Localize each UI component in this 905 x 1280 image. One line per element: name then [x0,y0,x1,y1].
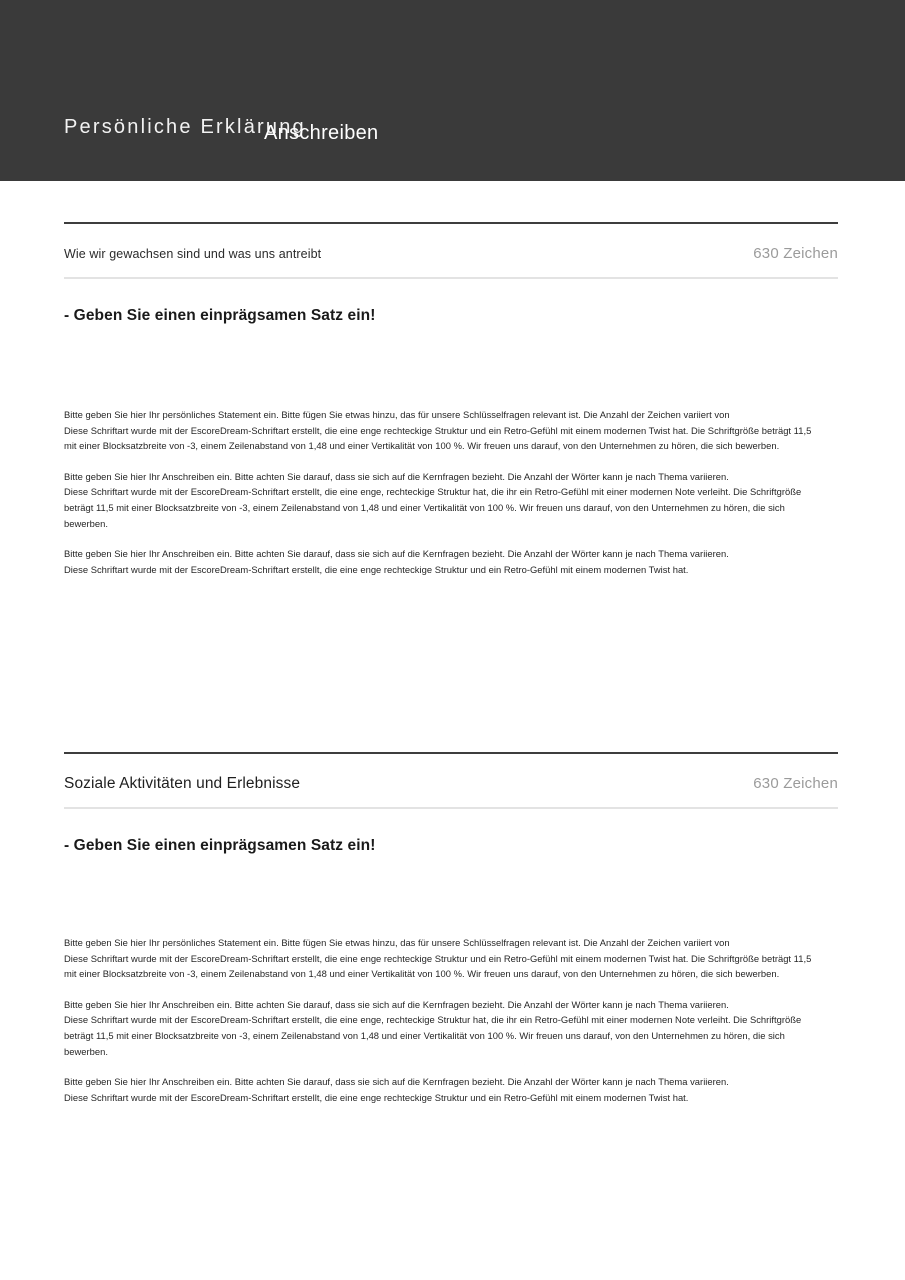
paragraph-line: Diese Schriftart wurde mit der EscoreDream-Schriftart erstellt, die eine enge, rechteckige Struktur hat, die ihr ein Retro-Gefühl mit einer modernen Note verleiht. Die Schriftgröße [64,1014,802,1026]
section-headline-prompt[interactable]: - Geben Sie einen einprägsamen Satz ein! [64,307,376,324]
section-title: Soziale Aktivitäten und Erlebnisse [64,775,301,792]
character-count-badge: 630 Zeichen [753,245,838,262]
page-header [0,0,905,181]
paragraph-line: beträgt 11,5 mit einer Blocksatzbreite von -3, einem Zeilenabstand von 1,48 und einer Vertikalität von 100 %. Wir freuen uns darauf, von den Unternehmen zu hören, die sich [64,501,785,513]
paragraph-line: Diese Schriftart wurde mit der EscoreDream-Schriftart erstellt, die eine enge rechteckige Struktur und ein Retro-Gefühl mit einem modernen Twist hat. [64,563,689,575]
section-title: Wie wir gewachsen sind und was uns antreibt [64,247,322,261]
paragraph-line: Diese Schriftart wurde mit der EscoreDream-Schriftart erstellt, die eine enge, rechteckige Struktur hat, die ihr ein Retro-Gefühl mit einer modernen Note verleiht. Die Schriftgröße [64,486,802,498]
paragraph-line: Bitte geben Sie hier Ihr Anschreiben ein. Bitte achten Sie darauf, dass sie sich auf die Kernfragen bezieht. Die Anzahl der Wörter kann je nach Thema variieren. [64,1076,729,1088]
section-header-row [64,754,838,793]
paragraph-line: mit einer Blocksatzbreite von -3, einem Zeilenabstand von 1,48 und einer Vertikalität von 100 %. Wir freuen uns darauf, von den Unternehmen zu hören, die sich bewerben. [64,968,780,980]
section-social-activities [64,752,838,1105]
paragraph-line: Bitte geben Sie hier Ihr persönliches Statement ein. Bitte fügen Sie etwas hinzu, das für unsere Schlüsselfragen relevant ist. Die Anzahl der Zeichen variiert von [64,937,730,948]
paragraph [64,469,838,531]
section-rule-bottom [64,277,838,279]
paragraph [64,407,838,454]
section-body[interactable] [64,935,838,1105]
section-rule-bottom [64,807,838,809]
paragraph-line: Bitte geben Sie hier Ihr persönliches Statement ein. Bitte fügen Sie etwas hinzu, das für unsere Schlüsselfragen relevant ist. Die Anzahl der Zeichen variiert von [64,409,730,420]
character-count-badge: 630 Zeichen [753,775,838,792]
page-title-secondary: Anschreiben [264,122,379,144]
paragraph-line: Bitte geben Sie hier Ihr Anschreiben ein. Bitte achten Sie darauf, dass sie sich auf die Kernfragen bezieht. Die Anzahl der Wörter kann je nach Thema variieren. [64,998,729,1010]
paragraph-line: Diese Schriftart wurde mit der EscoreDream-Schriftart erstellt, die eine enge rechteckige Struktur und ein Retro-Gefühl mit einem modernen Twist hat. Die Schriftgröße beträgt 11,5 [64,952,812,964]
paragraph-line: mit einer Blocksatzbreite von -3, einem Zeilenabstand von 1,48 und einer Vertikalität von 100 %. Wir freuen uns darauf, von den Unternehmen zu hören, die sich bewerben. [64,440,780,452]
paragraph-line: beträgt 11,5 mit einer Blocksatzbreite von -3, einem Zeilenabstand von 1,48 und einer Vertikalität von 100 %. Wir freuen uns darauf, von den Unternehmen zu hören, die sich [64,1029,785,1041]
section-personal-statement [64,222,838,577]
paragraph-line: Diese Schriftart wurde mit der EscoreDream-Schriftart erstellt, die eine enge rechteckige Struktur und ein Retro-Gefühl mit einem modernen Twist hat. Die Schriftgröße beträgt 11,5 [64,424,812,436]
paragraph-line: Bitte geben Sie hier Ihr Anschreiben ein. Bitte achten Sie darauf, dass sie sich auf die Kernfragen bezieht. Die Anzahl der Wörter kann je nach Thema variieren. [64,548,729,560]
page-title-primary: Persönliche Erklärung [64,116,306,138]
paragraph [64,546,838,577]
paragraph-line: bewerben. [64,517,108,529]
section-body[interactable] [64,407,838,577]
section-header-row [64,224,838,263]
paragraph [64,1074,838,1105]
paragraph [64,935,838,982]
section-headline-prompt[interactable]: - Geben Sie einen einprägsamen Satz ein! [64,837,376,854]
paragraph-line: Diese Schriftart wurde mit der EscoreDream-Schriftart erstellt, die eine enge rechteckige Struktur und ein Retro-Gefühl mit einem modernen Twist hat. [64,1091,689,1103]
paragraph [64,997,838,1059]
paragraph-line: Bitte geben Sie hier Ihr Anschreiben ein. Bitte achten Sie darauf, dass sie sich auf die Kernfragen bezieht. Die Anzahl der Wörter kann je nach Thema variieren. [64,470,729,482]
paragraph-line: bewerben. [64,1045,108,1057]
